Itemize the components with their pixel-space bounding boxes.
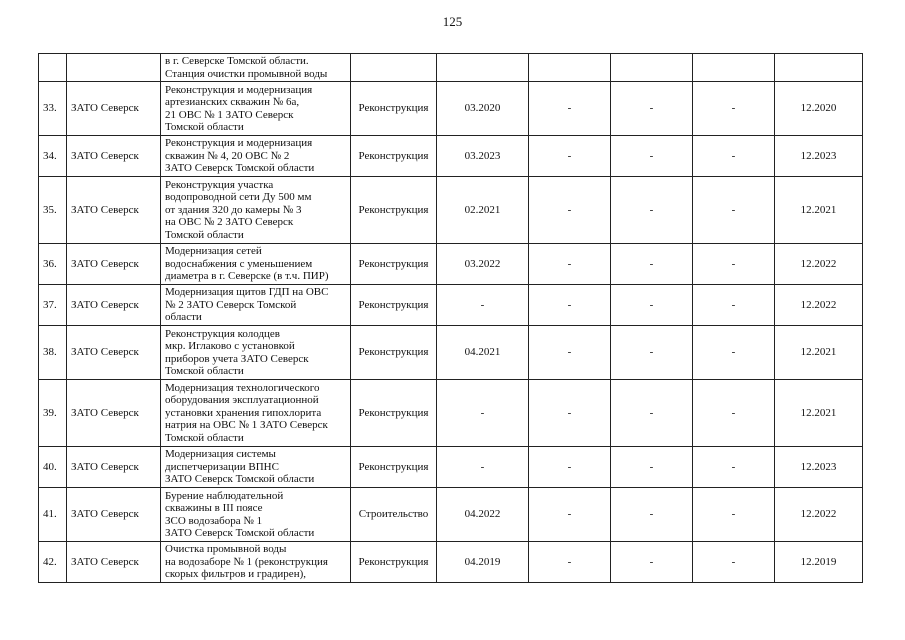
name-line: установки хранения гипохлорита xyxy=(165,406,322,419)
cell-number: 34. xyxy=(39,136,67,177)
cell-period-2: - xyxy=(611,244,693,285)
cell-project-name xyxy=(161,447,351,488)
cell-municipality: ЗАТО Северск xyxy=(67,136,161,177)
cell-start-date: 04.2019 xyxy=(437,542,529,583)
cell-project-name xyxy=(161,82,351,136)
cell-end-date: 12.2019 xyxy=(775,542,863,583)
cell-period-1: - xyxy=(529,326,611,380)
cell-municipality: ЗАТО Северск xyxy=(67,488,161,542)
name-line: ЗАТО Северск Томской области xyxy=(165,473,315,486)
cell-work-type: Реконструкция xyxy=(351,285,437,326)
cell-start-date xyxy=(437,54,529,82)
name-line: на водозаборе № 1 (реконструкция xyxy=(165,555,328,568)
cell-number: 40. xyxy=(39,447,67,488)
table-row xyxy=(39,177,863,244)
cell-period-2: - xyxy=(611,542,693,583)
cell-period-1 xyxy=(529,54,611,82)
cell-period-2: - xyxy=(611,488,693,542)
cell-end-date: 12.2023 xyxy=(775,447,863,488)
cell-work-type xyxy=(351,54,437,82)
name-line: ЗСО водозабора № 1 xyxy=(165,514,263,527)
cell-number: 41. xyxy=(39,488,67,542)
name-line: Станция очистки промывной воды xyxy=(165,67,328,80)
cell-work-type: Реконструкция xyxy=(351,136,437,177)
cell-period-3: - xyxy=(693,447,775,488)
name-line: Очистка промывной воды xyxy=(165,543,287,556)
cell-start-date: 02.2021 xyxy=(437,177,529,244)
cell-period-1: - xyxy=(529,285,611,326)
cell-work-type: Строительство xyxy=(351,488,437,542)
cell-end-date xyxy=(775,54,863,82)
table-row xyxy=(39,380,863,447)
name-line: ЗАТО Северск Томской области xyxy=(165,527,315,539)
cell-end-date: 12.2023 xyxy=(775,136,863,177)
cell-municipality: ЗАТО Северск xyxy=(67,244,161,285)
cell-end-date: 12.2021 xyxy=(775,326,863,380)
table-row xyxy=(39,488,863,542)
cell-end-date: 12.2020 xyxy=(775,82,863,136)
name-line: Реконструкция и модернизация xyxy=(165,137,313,150)
cell-work-type: Реконструкция xyxy=(351,177,437,244)
continuation-row xyxy=(39,54,863,82)
cell-municipality xyxy=(67,54,161,82)
cell-number: 39. xyxy=(39,380,67,447)
name-line: ЗАТО Северск Томской области xyxy=(165,162,315,175)
cell-period-3: - xyxy=(693,177,775,244)
cell-municipality: ЗАТО Северск xyxy=(67,285,161,326)
cell-period-2: - xyxy=(611,447,693,488)
name-line: № 2 ЗАТО Северск Томской xyxy=(165,298,297,311)
name-line: Томской области xyxy=(165,121,244,133)
table-row xyxy=(39,447,863,488)
cell-end-date: 12.2022 xyxy=(775,285,863,326)
table-row xyxy=(39,244,863,285)
cell-municipality: ЗАТО Северск xyxy=(67,380,161,447)
cell-start-date: 03.2020 xyxy=(437,82,529,136)
name-line: диспетчеризации ВПНС xyxy=(165,460,279,473)
name-line: натрия на ОВС № 1 ЗАТО Северск xyxy=(165,419,328,432)
projects-table xyxy=(38,53,863,583)
table-row xyxy=(39,326,863,380)
name-line: водопроводной сети Ду 500 мм xyxy=(165,191,312,204)
table-row xyxy=(39,285,863,326)
cell-period-1: - xyxy=(529,177,611,244)
name-line: на ОВС № 2 ЗАТО Северск xyxy=(165,216,294,229)
name-line: водоснабжения с уменьшением xyxy=(165,257,313,270)
cell-period-1: - xyxy=(529,244,611,285)
name-line: Модернизация технологического xyxy=(165,381,320,394)
cell-period-3: - xyxy=(693,542,775,583)
name-line: оборудования эксплуатационной xyxy=(165,394,319,407)
cell-period-3: - xyxy=(693,244,775,285)
cell-municipality: ЗАТО Северск xyxy=(67,542,161,583)
cell-period-2: - xyxy=(611,380,693,447)
cell-work-type: Реконструкция xyxy=(351,82,437,136)
cell-end-date: 12.2022 xyxy=(775,488,863,542)
table-row xyxy=(39,136,863,177)
name-line: артезианских скважин № 6а, xyxy=(165,96,300,108)
cell-project-name xyxy=(161,326,351,380)
cell-period-3: - xyxy=(693,326,775,380)
cell-project-name xyxy=(161,177,351,244)
cell-period-1: - xyxy=(529,542,611,583)
cell-number: 37. xyxy=(39,285,67,326)
cell-start-date: - xyxy=(437,380,529,447)
name-line: Реконструкция колодцев xyxy=(165,327,281,340)
name-line: Бурение наблюдательной xyxy=(165,489,284,502)
cell-period-2: - xyxy=(611,136,693,177)
page-number: 125 xyxy=(442,14,463,29)
cell-municipality: ЗАТО Северск xyxy=(67,447,161,488)
name-line: Томской области xyxy=(165,431,244,444)
cell-start-date: 04.2022 xyxy=(437,488,529,542)
cell-start-date: - xyxy=(437,447,529,488)
name-line: скважины в III поясе xyxy=(165,502,263,514)
name-line: Модернизация сетей xyxy=(165,245,262,258)
name-line: скорых фильтров и градирен), xyxy=(165,568,306,581)
cell-period-3: - xyxy=(693,136,775,177)
cell-project-name xyxy=(161,285,351,326)
cell-municipality: ЗАТО Северск xyxy=(67,82,161,136)
cell-project-name xyxy=(161,136,351,177)
name-line: скважин № 4, 20 ОВС № 2 xyxy=(165,149,290,162)
cell-period-2: - xyxy=(611,326,693,380)
name-line: приборов учета ЗАТО Северск xyxy=(165,352,309,365)
name-line: Томской области xyxy=(165,365,244,377)
cell-project-name xyxy=(161,488,351,542)
cell-end-date: 12.2022 xyxy=(775,244,863,285)
cell-number: 33. xyxy=(39,82,67,136)
cell-period-2: - xyxy=(611,82,693,136)
name-line: от здания 320 до камеры № 3 xyxy=(165,203,302,216)
table-row xyxy=(39,542,863,583)
cell-period-2 xyxy=(611,54,693,82)
name-line: области xyxy=(165,311,202,324)
name-line: в г. Северске Томской области. xyxy=(165,55,309,67)
cell-number xyxy=(39,54,67,82)
cell-start-date: - xyxy=(437,285,529,326)
cell-number: 35. xyxy=(39,177,67,244)
cell-work-type: Реконструкция xyxy=(351,542,437,583)
cell-project-name xyxy=(161,244,351,285)
cell-start-date: 03.2023 xyxy=(437,136,529,177)
name-line: мкр. Иглаково с установкой xyxy=(165,340,295,352)
cell-work-type: Реконструкция xyxy=(351,447,437,488)
cell-period-3: - xyxy=(693,285,775,326)
cell-period-2: - xyxy=(611,177,693,244)
cell-start-date: 03.2022 xyxy=(437,244,529,285)
name-line: диаметра в г. Северске (в т.ч. ПИР) xyxy=(165,270,329,283)
cell-municipality: ЗАТО Северск xyxy=(67,177,161,244)
cell-period-3: - xyxy=(693,488,775,542)
cell-work-type: Реконструкция xyxy=(351,244,437,285)
name-line: 21 ОВС № 1 ЗАТО Северск xyxy=(165,108,294,121)
cell-period-2: - xyxy=(611,285,693,326)
name-line: Реконструкция участка xyxy=(165,178,274,191)
table-row xyxy=(39,82,863,136)
cell-number: 42. xyxy=(39,542,67,583)
cell-end-date: 12.2021 xyxy=(775,177,863,244)
cell-period-1: - xyxy=(529,447,611,488)
cell-period-1: - xyxy=(529,380,611,447)
cell-project-name xyxy=(161,54,351,82)
cell-period-3: - xyxy=(693,380,775,447)
cell-end-date: 12.2021 xyxy=(775,380,863,447)
cell-municipality: ЗАТО Северск xyxy=(67,326,161,380)
cell-number: 36. xyxy=(39,244,67,285)
cell-period-3: - xyxy=(693,82,775,136)
name-line: Томской области xyxy=(165,228,244,241)
cell-period-1: - xyxy=(529,82,611,136)
cell-period-1: - xyxy=(529,488,611,542)
name-line: Модернизация системы xyxy=(165,448,276,461)
name-line: Модернизация щитов ГДП на ОВС xyxy=(165,286,329,299)
cell-project-name xyxy=(161,542,351,583)
cell-work-type: Реконструкция xyxy=(351,326,437,380)
cell-number: 38. xyxy=(39,326,67,380)
cell-project-name xyxy=(161,380,351,447)
cell-period-3 xyxy=(693,54,775,82)
cell-period-1: - xyxy=(529,136,611,177)
cell-start-date: 04.2021 xyxy=(437,326,529,380)
name-line: Реконструкция и модернизация xyxy=(165,83,313,96)
cell-work-type: Реконструкция xyxy=(351,380,437,447)
